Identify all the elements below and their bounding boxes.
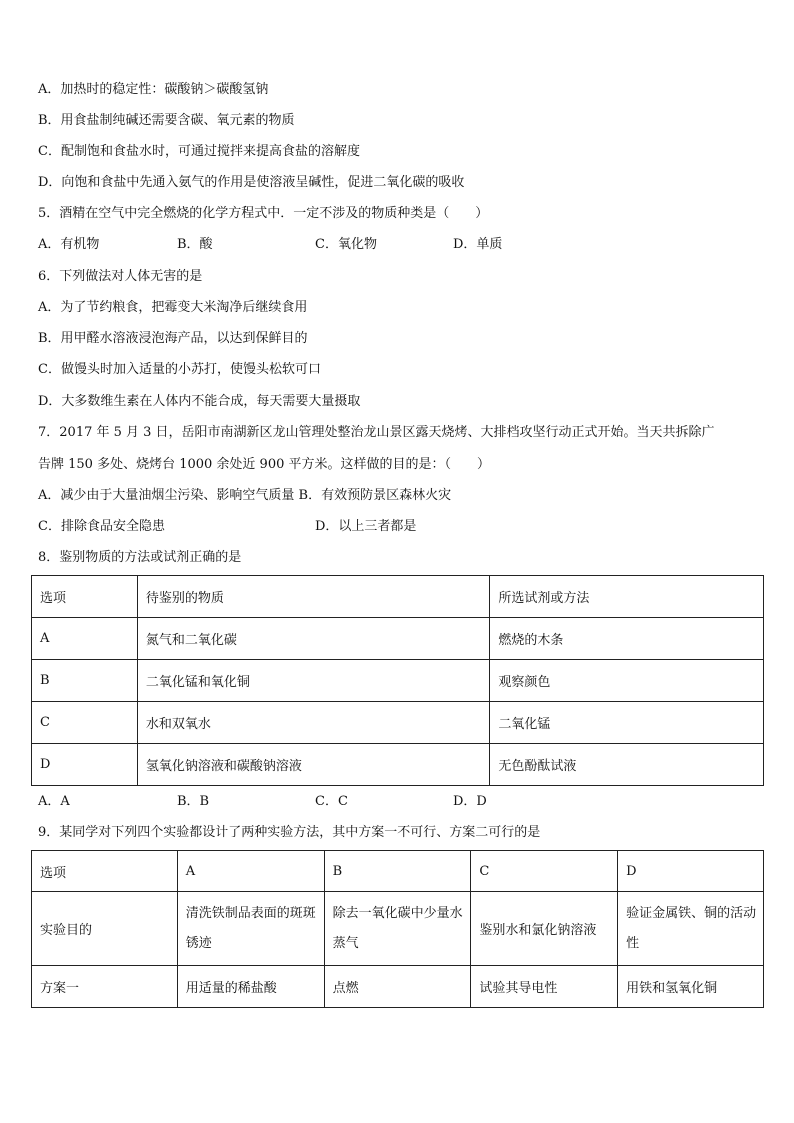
q9-cell: 清洗铁制品表面的斑斑锈迹 — [177, 892, 324, 966]
q9-header-b: B — [324, 851, 471, 892]
q9-stem: 9．某同学对下列四个实验都设计了两种实验方法，其中方案一不可行、方案二可行的是 — [38, 825, 541, 840]
q9-row-label-purpose: 实验目的 — [32, 892, 178, 966]
q9-cell: 除去一氧化碳中少量水蒸气 — [324, 892, 471, 966]
q4-option-b: B．用食盐制纯碱还需要含碳、氧元素的物质 — [38, 113, 295, 128]
q7-stem-line1: 7．2017 年 5 月 3 日，岳阳市南湖新区龙山管理处整治龙山景区露天烧烤、大排档攻坚行动正式开始。当天共拆除广 — [38, 425, 715, 440]
q9-table — [31, 850, 764, 1008]
table-header-row — [32, 576, 764, 618]
q4-option-c: C．配制饱和食盐水时，可通过搅拌来提高食盐的溶解度 — [38, 144, 360, 159]
q9-row-label-plan1: 方案一 — [32, 966, 178, 1008]
q7-option-d: D．以上三者都是 — [315, 519, 417, 534]
q8-option-c: C．C — [315, 794, 348, 809]
q8-cell: C — [32, 702, 138, 744]
q8-cell: D — [32, 744, 138, 786]
q5-option-d: D．单质 — [453, 237, 503, 252]
q6-option-b: B．用甲醛水溶液浸泡海产品，以达到保鲜目的 — [38, 331, 308, 346]
q6-stem: 6．下列做法对人体无害的是 — [38, 269, 203, 284]
q8-cell: A — [32, 618, 138, 660]
q9-cell: 验证金属铁、铜的活动性 — [618, 892, 764, 966]
q8-cell: 水和双氧水 — [137, 702, 490, 744]
q8-cell: 无色酚酞试液 — [490, 744, 764, 786]
q8-option-a: A．A — [38, 794, 70, 809]
q7-option-row1: A．减少由于大量油烟尘污染、影响空气质量 B．有效预防景区森林火灾 — [38, 488, 452, 503]
q8-option-d: D．D — [453, 794, 487, 809]
table-row — [32, 744, 764, 786]
q8-cell: 观察颜色 — [490, 660, 764, 702]
q8-header-option: 选项 — [32, 576, 138, 618]
q8-cell: 燃烧的木条 — [490, 618, 764, 660]
q4-option-d: D．向饱和食盐中先通入氨气的作用是使溶液呈碱性，促进二氧化碳的吸收 — [38, 175, 465, 190]
table-row — [32, 892, 764, 966]
q8-stem: 8．鉴别物质的方法或试剂正确的是 — [38, 550, 242, 565]
q6-option-a: A．为了节约粮食，把霉变大米淘净后继续食用 — [38, 300, 308, 315]
q5-option-b: B．酸 — [177, 237, 213, 252]
q8-option-b: B．B — [177, 794, 210, 809]
q6-option-c: C．做馒头时加入适量的小苏打，使馒头松软可口 — [38, 362, 321, 377]
q9-header-option: 选项 — [32, 851, 178, 892]
q9-cell: 用适量的稀盐酸 — [177, 966, 324, 1008]
q8-header-method: 所选试剂或方法 — [490, 576, 764, 618]
q8-cell: 二氧化锰和氧化铜 — [137, 660, 490, 702]
q7-option-c: C．排除食品安全隐患 — [38, 519, 165, 534]
q9-header-d: D — [618, 851, 764, 892]
q5-option-c: C．氧化物 — [315, 237, 377, 252]
table-row — [32, 660, 764, 702]
q9-cell: 试验其导电性 — [471, 966, 618, 1008]
q7-stem-line2: 告牌 150 多处、烧烤台 1000 余处近 900 平方米。这样做的目的是：（ ） — [38, 457, 491, 472]
q9-cell: 用铁和氢氧化铜 — [618, 966, 764, 1008]
q5-stem: 5．酒精在空气中完全燃烧的化学方程式中．一定不涉及的物质种类是（ ） — [38, 206, 489, 221]
q9-header-a: A — [177, 851, 324, 892]
table-header-row — [32, 851, 764, 892]
q9-cell: 鉴别水和氯化钠溶液 — [471, 892, 618, 966]
q9-cell: 点燃 — [324, 966, 471, 1008]
q8-cell: 氮气和二氧化碳 — [137, 618, 490, 660]
q8-cell: B — [32, 660, 138, 702]
q8-table — [31, 575, 764, 786]
q8-cell: 二氧化锰 — [490, 702, 764, 744]
table-row — [32, 702, 764, 744]
q5-option-a: A．有机物 — [38, 237, 100, 252]
q6-option-d: D．大多数维生素在人体内不能合成，每天需要大量摄取 — [38, 394, 361, 409]
table-row — [32, 966, 764, 1008]
q8-cell: 氢氧化钠溶液和碳酸钠溶液 — [137, 744, 490, 786]
q4-option-a: A．加热时的稳定性：碳酸钠＞碳酸氢钠 — [38, 82, 269, 97]
q9-header-c: C — [471, 851, 618, 892]
table-row — [32, 618, 764, 660]
q8-header-substances: 待鉴别的物质 — [137, 576, 490, 618]
